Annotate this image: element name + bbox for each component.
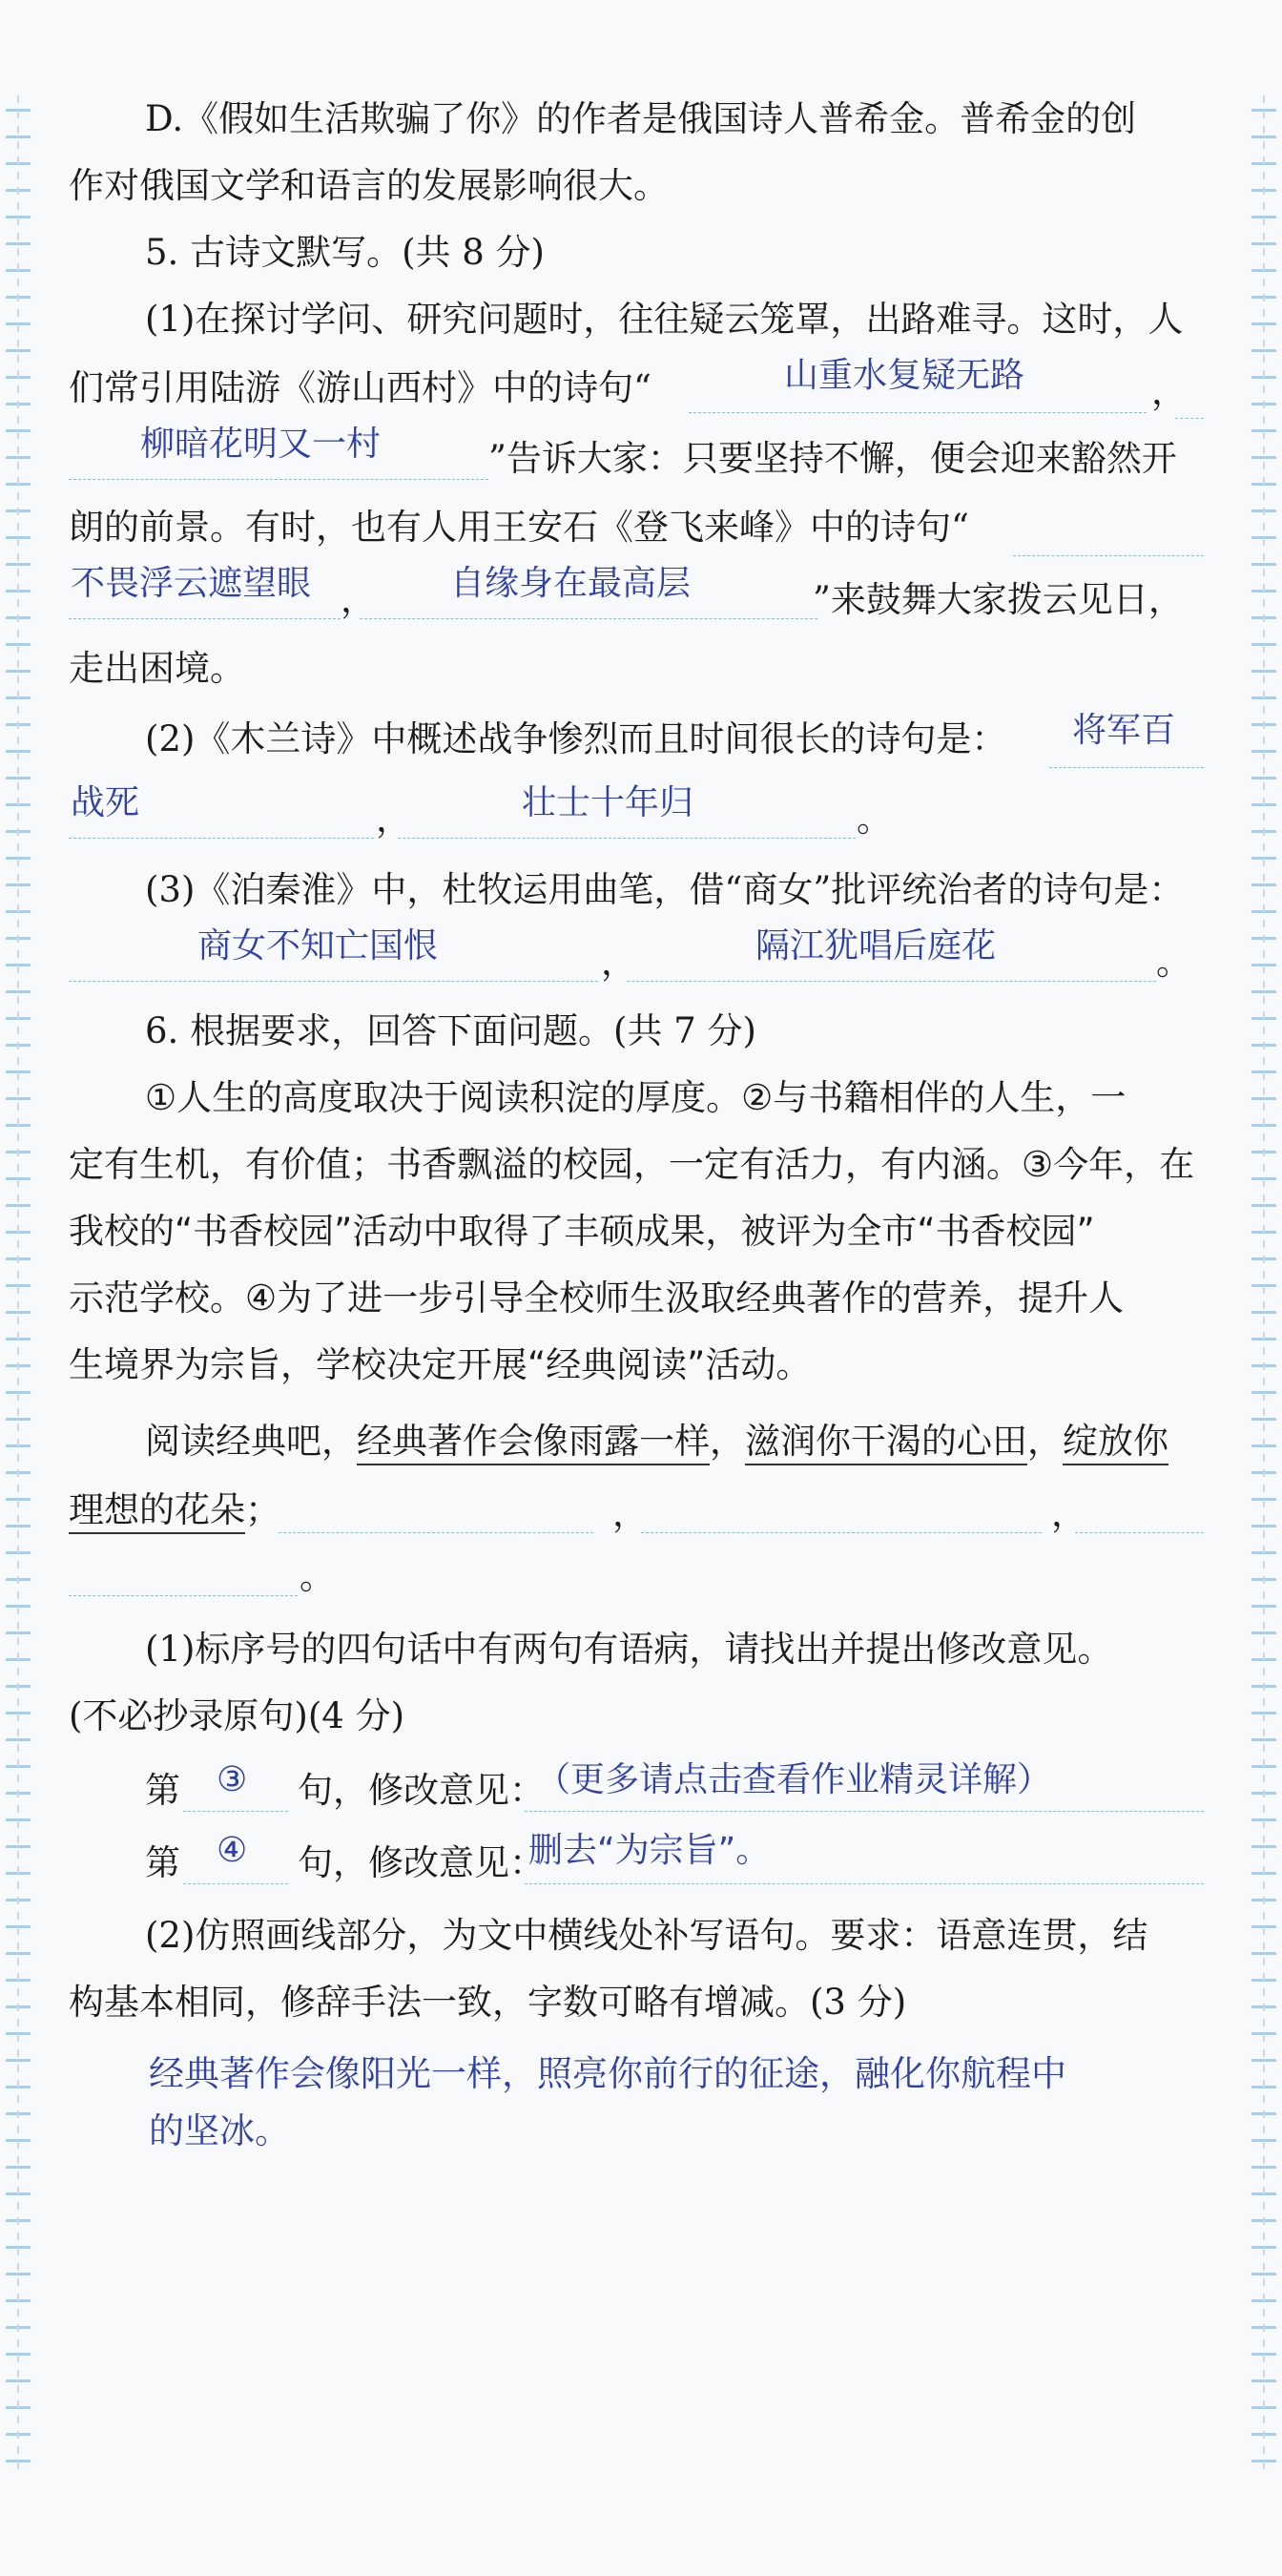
fill-blank-1[interactable] — [279, 1488, 593, 1533]
fill-blank-2[interactable] — [641, 1488, 1042, 1533]
q6-reading-line2 — [69, 1486, 280, 1534]
imitation-answer-line1: 经典著作会像阳光一样，照亮你前行的征途，融化你航程中 — [149, 2053, 1066, 2094]
answer-blank-1-tail — [1175, 374, 1204, 419]
q5-1-line5: ”来鼓舞大家拨云见日， — [813, 579, 1184, 620]
question-6-title: 6. 根据要求，回答下面问题。(共 7 分) — [145, 1010, 756, 1051]
q6-2-line2: 构基本相同，修辞手法一致，字数可略有增减。(3 分) — [69, 1982, 907, 2023]
revision-label: 句，修改意见： — [298, 1842, 545, 1883]
comma: ， — [601, 942, 636, 983]
q6-passage-line1: ①人生的高度取决于阅读积淀的厚度。②与书籍相伴的人生，一 — [145, 1077, 1127, 1118]
underlined-phrase: 经典著作会像雨露一样 — [357, 1421, 710, 1465]
underlined-phrase: 绽放你 — [1063, 1421, 1168, 1465]
answer-2: 柳暗花明又一村 — [140, 425, 382, 464]
revision-1: （更多请点击查看作业精灵详解） — [536, 1760, 1052, 1799]
revision-label: 句，修改意见： — [298, 1770, 545, 1811]
sentence-number-1: ③ — [217, 1760, 248, 1799]
di-label: 第 — [145, 1770, 180, 1811]
answer-3: 不畏浮云遮望眼 — [71, 564, 312, 603]
answer-6: 壮士十年归 — [522, 783, 694, 822]
revision-2: 删去“为宗旨”。 — [528, 1831, 771, 1870]
option-d-line2: 作对俄国文学和语言的发展影响很大。 — [69, 165, 669, 206]
q6-passage-line5: 生境界为宗旨，学校决定开展“经典阅读”活动。 — [69, 1344, 812, 1385]
comma: ， — [341, 579, 376, 620]
q5-2-line1: (2)《木兰诗》中概述战争惨烈而且时间很长的诗句是： — [145, 718, 1007, 759]
q5-1-line2: 们常引用陆游《游山西村》中的诗句“ — [69, 367, 651, 408]
semicolon: ； — [245, 1489, 280, 1530]
comma: ， — [612, 1493, 648, 1534]
comma: ， — [1151, 371, 1187, 412]
left-decorative-border — [6, 95, 31, 2471]
q6-1-line2: (不必抄录原句)(4 分) — [69, 1695, 405, 1736]
q6-passage-line4: 示范学校。④为了进一步引导全校师生汲取经典著作的营养，提升人 — [69, 1278, 1125, 1319]
q5-1-line1: (1)在探讨学问、研究问题时，往往疑云笼罩，出路难寻。这时，人 — [145, 299, 1184, 340]
q6-1-line1: (1)标序号的四句话中有两句有语病，请找出并提出修改意见。 — [145, 1629, 1113, 1670]
q5-1-line6: 走出困境。 — [69, 648, 245, 689]
di-label: 第 — [145, 1842, 180, 1883]
q5-3-line1: (3)《泊秦淮》中，杜牧运用曲笔，借“商女”批评统治者的诗句是： — [145, 869, 1185, 910]
fill-blank-3-cont[interactable] — [69, 1551, 298, 1596]
reading-text: 阅读经典吧， — [145, 1421, 357, 1462]
comma: ， — [1051, 1493, 1086, 1534]
question-5-title: 5. 古诗文默写。(共 8 分) — [145, 232, 545, 273]
answer-5-cont: 战死 — [71, 783, 140, 822]
right-decorative-border — [1251, 95, 1276, 2471]
period: 。 — [857, 799, 892, 840]
answer-1: 山重水复疑无路 — [784, 356, 1025, 395]
fill-blank-3[interactable] — [1075, 1488, 1204, 1533]
comma: ， — [1027, 1421, 1063, 1462]
q6-2-line1: (2)仿照画线部分，为文中横线处补写语句。要求：语意连贯，结 — [145, 1915, 1148, 1956]
comma: ， — [376, 799, 411, 840]
q6-reading-line1 — [145, 1418, 1168, 1465]
underlined-phrase: 理想的花朵 — [69, 1489, 245, 1534]
answer-7: 商女不知亡国恨 — [197, 926, 439, 966]
imitation-answer-line2: 的坚冰。 — [149, 2110, 290, 2151]
answer-4: 自缘身在最高层 — [450, 564, 692, 603]
answer-blank-3-start — [1013, 511, 1204, 556]
q6-passage-line3: 我校的“书香校园”活动中取得了丰硕成果，被评为全市“书香校园” — [69, 1211, 1095, 1252]
q5-1-line3: ”告诉大家：只要坚持不懈，便会迎来豁然开 — [488, 438, 1177, 479]
comma: ， — [710, 1421, 745, 1462]
sentence-number-2: ④ — [217, 1831, 248, 1870]
underlined-phrase: 滋润你干渴的心田 — [745, 1421, 1027, 1465]
q6-passage-line2: 定有生机，有价值；书香飘溢的校园，一定有活力，有内涵。③今年，在 — [69, 1144, 1195, 1185]
period: 。 — [1156, 942, 1191, 983]
option-d-line1: D.《假如生活欺骗了你》的作者是俄国诗人普希金。普希金的创 — [145, 98, 1137, 139]
q5-1-line4: 朗的前景。有时，也有人用王安石《登飞来峰》中的诗句“ — [69, 507, 969, 548]
period: 。 — [300, 1556, 335, 1597]
answer-8: 隔江犹唱后庭花 — [755, 926, 997, 966]
answer-5: 将军百 — [1072, 711, 1176, 750]
